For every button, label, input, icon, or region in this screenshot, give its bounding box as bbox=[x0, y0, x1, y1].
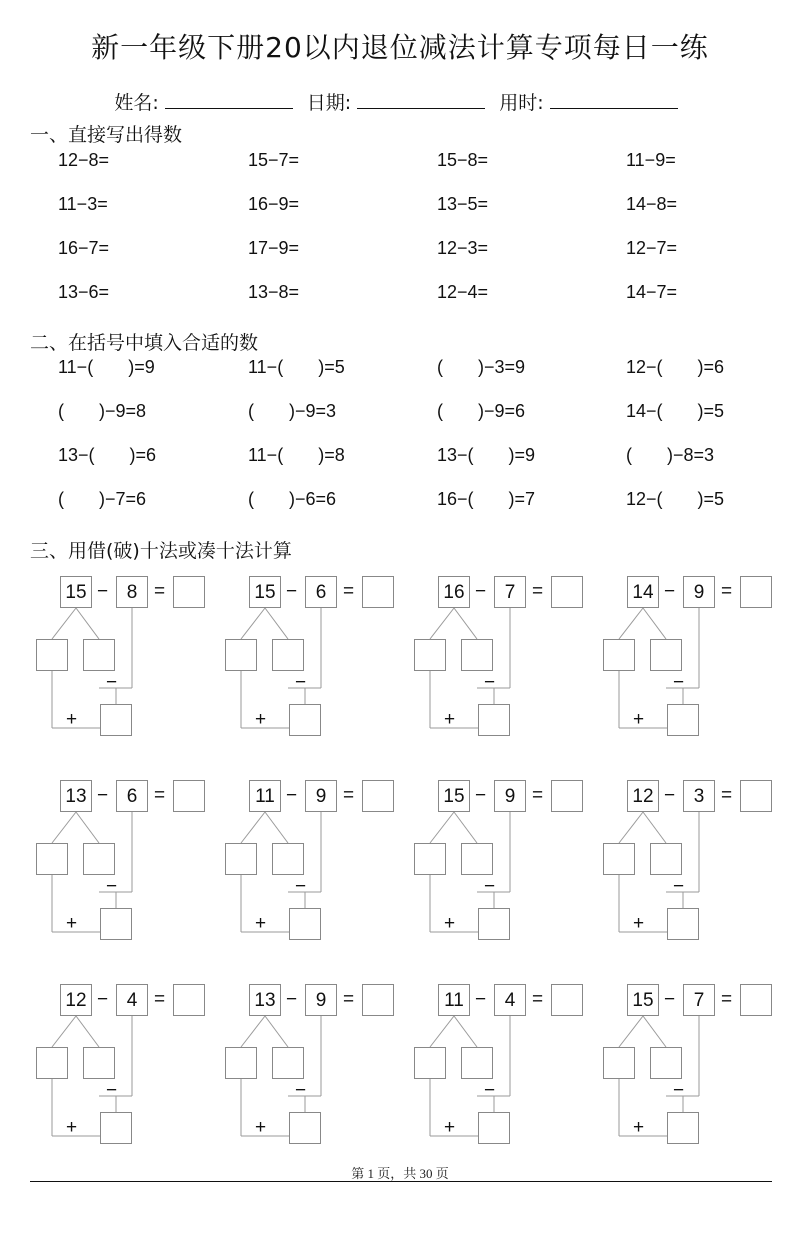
result-box[interactable] bbox=[478, 908, 510, 940]
answer-box[interactable] bbox=[173, 780, 205, 812]
problem: 12−8= bbox=[58, 150, 110, 170]
minus-sign: − bbox=[664, 581, 676, 602]
answer-box[interactable] bbox=[740, 984, 772, 1016]
minus-sign: − bbox=[106, 1080, 118, 1101]
decomposition-tree bbox=[603, 576, 793, 751]
decomposition-tree bbox=[225, 780, 415, 955]
time-label: 用时: bbox=[499, 92, 544, 114]
plus-sign: + bbox=[66, 709, 78, 730]
connector-line bbox=[76, 608, 99, 639]
plus-sign: + bbox=[633, 1117, 645, 1138]
problem: 16−7= bbox=[58, 238, 110, 258]
connector-line bbox=[643, 608, 666, 639]
plus-sign: + bbox=[444, 1117, 456, 1138]
subtrahend-box: 8 bbox=[116, 576, 148, 608]
fill-in-problem: ( )−9=3 bbox=[248, 401, 337, 421]
decomposition-tree bbox=[36, 780, 226, 955]
minus-sign: − bbox=[106, 876, 118, 897]
connector-line bbox=[643, 1016, 666, 1047]
connector-line bbox=[52, 812, 76, 843]
result-box[interactable] bbox=[100, 1112, 132, 1144]
section2-row bbox=[58, 489, 758, 517]
equals-sign: = bbox=[721, 989, 733, 1010]
minuend-box: 13 bbox=[249, 984, 281, 1016]
name-blank[interactable] bbox=[165, 90, 293, 109]
fill-in-problem: 16−( )=7 bbox=[437, 489, 536, 509]
split-right-box[interactable] bbox=[650, 1047, 682, 1079]
result-box[interactable] bbox=[478, 1112, 510, 1144]
minus-sign: − bbox=[484, 876, 496, 897]
subtrahend-box: 7 bbox=[494, 576, 526, 608]
subtrahend-box: 3 bbox=[683, 780, 715, 812]
fill-in-problem: 12−( )=5 bbox=[626, 489, 725, 509]
problem: 13−5= bbox=[437, 194, 489, 214]
subtrahend-box: 4 bbox=[116, 984, 148, 1016]
split-left-box[interactable] bbox=[36, 639, 68, 671]
minus-sign: − bbox=[475, 989, 487, 1010]
decomposition-tree bbox=[414, 984, 604, 1159]
problem: 14−7= bbox=[626, 282, 678, 302]
plus-sign: + bbox=[66, 1117, 78, 1138]
result-box[interactable] bbox=[667, 704, 699, 736]
section1-row bbox=[58, 194, 758, 222]
minuend-box: 15 bbox=[60, 576, 92, 608]
decomposition-tree bbox=[414, 780, 604, 955]
connector-line bbox=[265, 812, 288, 843]
answer-box[interactable] bbox=[173, 576, 205, 608]
decomposition-tree bbox=[36, 576, 226, 751]
connector-line bbox=[430, 812, 454, 843]
connector-line bbox=[619, 812, 643, 843]
equals-sign: = bbox=[532, 581, 544, 602]
equals-sign: = bbox=[343, 989, 355, 1010]
split-right-box[interactable] bbox=[272, 1047, 304, 1079]
equals-sign: = bbox=[343, 581, 355, 602]
subtrahend-box: 9 bbox=[683, 576, 715, 608]
answer-box[interactable] bbox=[551, 780, 583, 812]
result-box[interactable] bbox=[289, 704, 321, 736]
split-right-box[interactable] bbox=[83, 1047, 115, 1079]
minus-sign: − bbox=[673, 876, 685, 897]
split-right-box[interactable] bbox=[272, 843, 304, 875]
problem: 16−9= bbox=[248, 194, 300, 214]
section1-row bbox=[58, 282, 758, 310]
connector-line bbox=[241, 1016, 265, 1047]
section2-row bbox=[58, 401, 758, 429]
minus-sign: − bbox=[484, 672, 496, 693]
minuend-box: 13 bbox=[60, 780, 92, 812]
answer-box[interactable] bbox=[551, 984, 583, 1016]
split-right-box[interactable] bbox=[650, 843, 682, 875]
connector-line bbox=[454, 608, 477, 639]
connector-line bbox=[52, 608, 76, 639]
split-left-box[interactable] bbox=[414, 843, 446, 875]
decomposition-tree bbox=[603, 984, 793, 1159]
split-right-box[interactable] bbox=[461, 1047, 493, 1079]
fill-in-problem: 13−( )=9 bbox=[437, 445, 536, 465]
minus-sign: − bbox=[286, 581, 298, 602]
equals-sign: = bbox=[532, 785, 544, 806]
decomposition-tree bbox=[36, 984, 226, 1159]
section2-row bbox=[58, 445, 758, 473]
minus-sign: − bbox=[673, 1080, 685, 1101]
connector-line bbox=[265, 608, 288, 639]
minus-sign: − bbox=[97, 989, 109, 1010]
fill-in-problem: 13−( )=6 bbox=[58, 445, 157, 465]
connector-line bbox=[619, 608, 643, 639]
split-right-box[interactable] bbox=[272, 639, 304, 671]
fill-in-problem: ( )−9=8 bbox=[58, 401, 147, 421]
minus-sign: − bbox=[286, 785, 298, 806]
answer-box[interactable] bbox=[362, 780, 394, 812]
answer-box[interactable] bbox=[173, 984, 205, 1016]
subtrahend-box: 9 bbox=[305, 780, 337, 812]
connector-line bbox=[76, 1016, 99, 1047]
subtrahend-box: 4 bbox=[494, 984, 526, 1016]
equals-sign: = bbox=[343, 785, 355, 806]
plus-sign: + bbox=[255, 913, 267, 934]
minus-sign: − bbox=[295, 672, 307, 693]
connector-line bbox=[430, 1016, 454, 1047]
result-box[interactable] bbox=[667, 1112, 699, 1144]
problem: 13−8= bbox=[248, 282, 300, 302]
minus-sign: − bbox=[106, 672, 118, 693]
problem: 12−4= bbox=[437, 282, 489, 302]
connector-line bbox=[430, 608, 454, 639]
connector-line bbox=[454, 1016, 477, 1047]
result-box[interactable] bbox=[289, 1112, 321, 1144]
fill-in-problem: 12−( )=6 bbox=[626, 357, 725, 377]
fill-in-problem: 14−( )=5 bbox=[626, 401, 725, 421]
split-left-box[interactable] bbox=[414, 639, 446, 671]
problem: 17−9= bbox=[248, 238, 300, 258]
equals-sign: = bbox=[721, 785, 733, 806]
footer-divider bbox=[30, 1181, 772, 1182]
fill-in-problem: ( )−3=9 bbox=[437, 357, 526, 377]
split-left-box[interactable] bbox=[225, 639, 257, 671]
result-box[interactable] bbox=[289, 908, 321, 940]
minuend-box: 15 bbox=[627, 984, 659, 1016]
minus-sign: − bbox=[286, 989, 298, 1010]
minuend-box: 11 bbox=[249, 780, 281, 812]
minus-sign: − bbox=[295, 1080, 307, 1101]
fill-in-problem: ( )−6=6 bbox=[248, 489, 337, 509]
answer-box[interactable] bbox=[551, 576, 583, 608]
subtrahend-box: 6 bbox=[305, 576, 337, 608]
minus-sign: − bbox=[475, 581, 487, 602]
answer-box[interactable] bbox=[362, 576, 394, 608]
split-left-box[interactable] bbox=[36, 843, 68, 875]
fill-in-problem: ( )−7=6 bbox=[58, 489, 147, 509]
date-label: 日期: bbox=[306, 92, 352, 114]
split-left-box[interactable] bbox=[36, 1047, 68, 1079]
connector-line bbox=[241, 812, 265, 843]
problem: 13−6= bbox=[58, 282, 110, 302]
minuend-box: 16 bbox=[438, 576, 470, 608]
split-right-box[interactable] bbox=[83, 639, 115, 671]
problem: 12−3= bbox=[437, 238, 489, 258]
split-left-box[interactable] bbox=[225, 1047, 257, 1079]
minuend-box: 15 bbox=[438, 780, 470, 812]
minus-sign: − bbox=[664, 785, 676, 806]
worksheet-title: 新一年级下册20以内退位减法计算专项每日一练 bbox=[91, 31, 709, 64]
plus-sign: + bbox=[66, 913, 78, 934]
subtrahend-box: 9 bbox=[305, 984, 337, 1016]
fill-in-problem: ( )−8=3 bbox=[626, 445, 715, 465]
decomposition-tree bbox=[414, 576, 604, 751]
minuend-box: 11 bbox=[438, 984, 470, 1016]
split-left-box[interactable] bbox=[603, 639, 635, 671]
split-left-box[interactable] bbox=[225, 843, 257, 875]
split-right-box[interactable] bbox=[83, 843, 115, 875]
split-left-box[interactable] bbox=[414, 1047, 446, 1079]
problem: 11−9= bbox=[626, 150, 676, 170]
split-right-box[interactable] bbox=[461, 639, 493, 671]
minus-sign: − bbox=[97, 785, 109, 806]
fill-in-problem: 11−( )=5 bbox=[248, 357, 345, 377]
subtrahend-box: 7 bbox=[683, 984, 715, 1016]
plus-sign: + bbox=[633, 709, 645, 730]
problem: 12−7= bbox=[626, 238, 678, 258]
answer-box[interactable] bbox=[740, 576, 772, 608]
plus-sign: + bbox=[444, 709, 456, 730]
split-left-box[interactable] bbox=[603, 1047, 635, 1079]
plus-sign: + bbox=[255, 1117, 267, 1138]
equals-sign: = bbox=[721, 581, 733, 602]
split-left-box[interactable] bbox=[603, 843, 635, 875]
equals-sign: = bbox=[154, 581, 166, 602]
connector-line bbox=[619, 1016, 643, 1047]
minuend-box: 12 bbox=[627, 780, 659, 812]
equals-sign: = bbox=[532, 989, 544, 1010]
minus-sign: − bbox=[97, 581, 109, 602]
name-label: 姓名: bbox=[114, 92, 159, 114]
result-box[interactable] bbox=[100, 704, 132, 736]
result-box[interactable] bbox=[100, 908, 132, 940]
minus-sign: − bbox=[295, 876, 307, 897]
problem: 15−8= bbox=[437, 150, 489, 170]
connector-line bbox=[76, 812, 99, 843]
minuend-box: 14 bbox=[627, 576, 659, 608]
split-right-box[interactable] bbox=[461, 843, 493, 875]
fill-in-problem: 11−( )=9 bbox=[58, 357, 155, 377]
section1-row bbox=[58, 238, 758, 266]
equals-sign: = bbox=[154, 989, 166, 1010]
page-footer: 第 1 页，共 30 页 bbox=[351, 1166, 449, 1181]
decomposition-tree bbox=[225, 984, 415, 1159]
minus-sign: − bbox=[484, 1080, 496, 1101]
fill-in-problem: 11−( )=8 bbox=[248, 445, 345, 465]
result-box[interactable] bbox=[478, 704, 510, 736]
decomposition-tree bbox=[603, 780, 793, 955]
minuend-box: 12 bbox=[60, 984, 92, 1016]
connector-line bbox=[643, 812, 666, 843]
date-blank[interactable] bbox=[357, 90, 485, 109]
plus-sign: + bbox=[633, 913, 645, 934]
split-right-box[interactable] bbox=[650, 639, 682, 671]
problem: 14−8= bbox=[626, 194, 678, 214]
minuend-box: 15 bbox=[249, 576, 281, 608]
connector-line bbox=[52, 1016, 76, 1047]
section2-row bbox=[58, 357, 758, 385]
section1-title: 一、直接写出得数 bbox=[30, 124, 183, 146]
connector-line bbox=[241, 608, 265, 639]
minus-sign: − bbox=[475, 785, 487, 806]
time-blank[interactable] bbox=[550, 90, 678, 109]
plus-sign: + bbox=[255, 709, 267, 730]
problem: 11−3= bbox=[58, 194, 108, 214]
section1-row bbox=[58, 150, 758, 178]
answer-box[interactable] bbox=[740, 780, 772, 812]
decomposition-tree bbox=[225, 576, 415, 751]
subtrahend-box: 6 bbox=[116, 780, 148, 812]
minus-sign: − bbox=[673, 672, 685, 693]
problem: 15−7= bbox=[248, 150, 300, 170]
result-box[interactable] bbox=[667, 908, 699, 940]
connector-line bbox=[265, 1016, 288, 1047]
section3-title: 三、用借(破)十法或凑十法计算 bbox=[30, 540, 292, 562]
equals-sign: = bbox=[154, 785, 166, 806]
student-info bbox=[0, 88, 800, 115]
answer-box[interactable] bbox=[362, 984, 394, 1016]
section2-title: 二、在括号中填入合适的数 bbox=[30, 332, 259, 354]
minus-sign: − bbox=[664, 989, 676, 1010]
fill-in-problem: ( )−9=6 bbox=[437, 401, 526, 421]
plus-sign: + bbox=[444, 913, 456, 934]
connector-line bbox=[454, 812, 477, 843]
subtrahend-box: 9 bbox=[494, 780, 526, 812]
